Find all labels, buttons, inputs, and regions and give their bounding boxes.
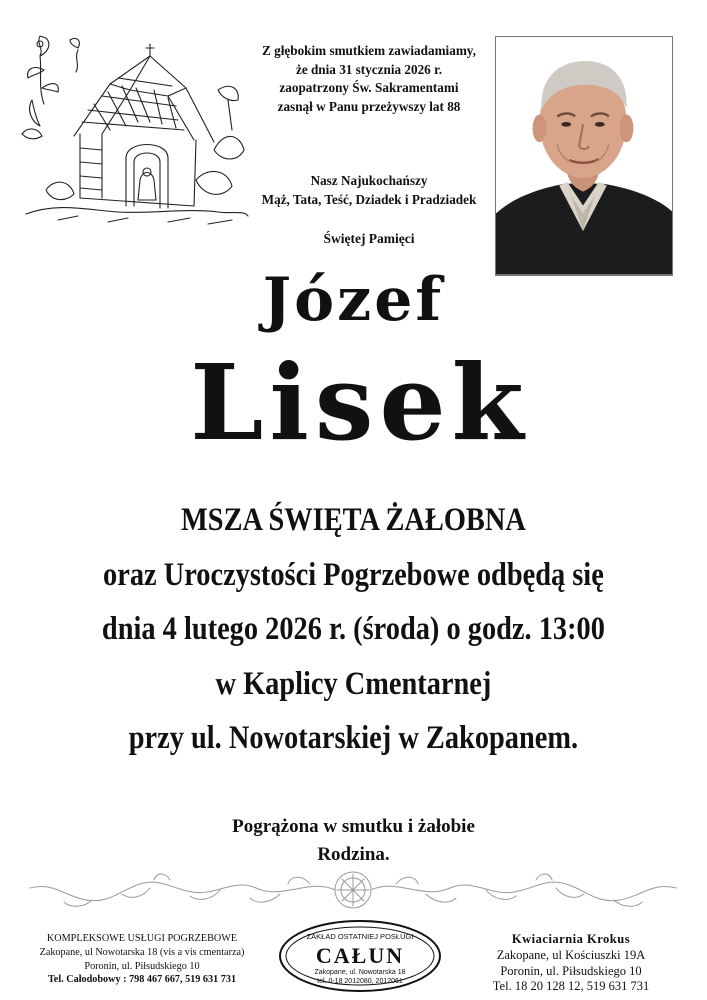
family-line-2: Mąż, Tata, Teść, Dziadek i Pradziadek <box>261 191 477 207</box>
announcement-line: Z głębokim smutkiem zawiadamiamy, <box>262 43 476 58</box>
announcement-text <box>248 42 490 116</box>
portrait-photo <box>495 36 673 276</box>
seal-phone: tel. 0-18 2012080, 2012061 <box>317 978 403 985</box>
seal-name: CAŁUN <box>315 943 405 968</box>
footer-left-title: KOMPLEKSOWE USŁUGI POGRZEBOWE <box>46 933 238 944</box>
funeral-info-line: przy ul. Nowotarskiej w Zakopanem. <box>128 720 579 756</box>
funeral-info-line: oraz Uroczystości Pogrzebowe odbędą się <box>103 557 604 593</box>
family-line-1: Nasz Najukochańszy <box>310 173 428 188</box>
mourners-line-2: Rodzina. <box>317 844 390 865</box>
mourners-line-1: Pogrążona w smutku i żałobie <box>232 816 475 837</box>
florist-phone: Tel. 18 20 128 12, 519 631 731 <box>492 979 650 994</box>
seal-top-text: ZAKŁAD OSTATNIEJ POSŁUGI <box>306 932 414 941</box>
funeral-info-line: w Kaplicy Cmentarnej <box>215 666 492 702</box>
funeral-info-line: MSZA ŚWIĘTA ŻAŁOBNA <box>180 502 526 538</box>
funeral-home-seal <box>277 918 443 994</box>
funeral-info-line: dnia 4 lutego 2026 r. (środa) o godz. 13:00 <box>101 611 605 647</box>
family-relation <box>248 172 490 209</box>
deceased-first-name: Józef <box>262 265 445 335</box>
florist-info <box>446 932 696 995</box>
florist-address: Zakopane, ul Kościuszki 19A <box>496 947 646 962</box>
florist-address: Poronin, ul. Piłsudskiego 10 <box>500 963 642 978</box>
memory-label: Świętej Pamięci <box>323 231 415 246</box>
footer-left-address: Zakopane, ul Nowotarska 18 (vis a vis cmentarza) <box>39 946 245 958</box>
announcement-line: zasnął w Panu przeżywszy lat 88 <box>277 98 461 114</box>
footer-left-address: Poronin, ul. Piłsudskiego 10 <box>84 960 200 972</box>
announcement-line: że dnia 31 stycznia 2026 r. <box>295 61 443 77</box>
chapel-illustration <box>18 30 250 230</box>
funeral-services-info <box>14 932 270 987</box>
seal-address: Zakopane, ul. Nowotarska 18 <box>314 969 406 976</box>
footer-left-phone: Tel. Całodobowy : 798 467 667, 519 631 731 <box>47 974 237 986</box>
florist-name: Kwiaciarnia Krokus <box>511 932 631 946</box>
announcement-line: zaopatrzony Św. Sakramentami <box>279 80 459 96</box>
deceased-last-name: Lisek <box>190 341 530 464</box>
